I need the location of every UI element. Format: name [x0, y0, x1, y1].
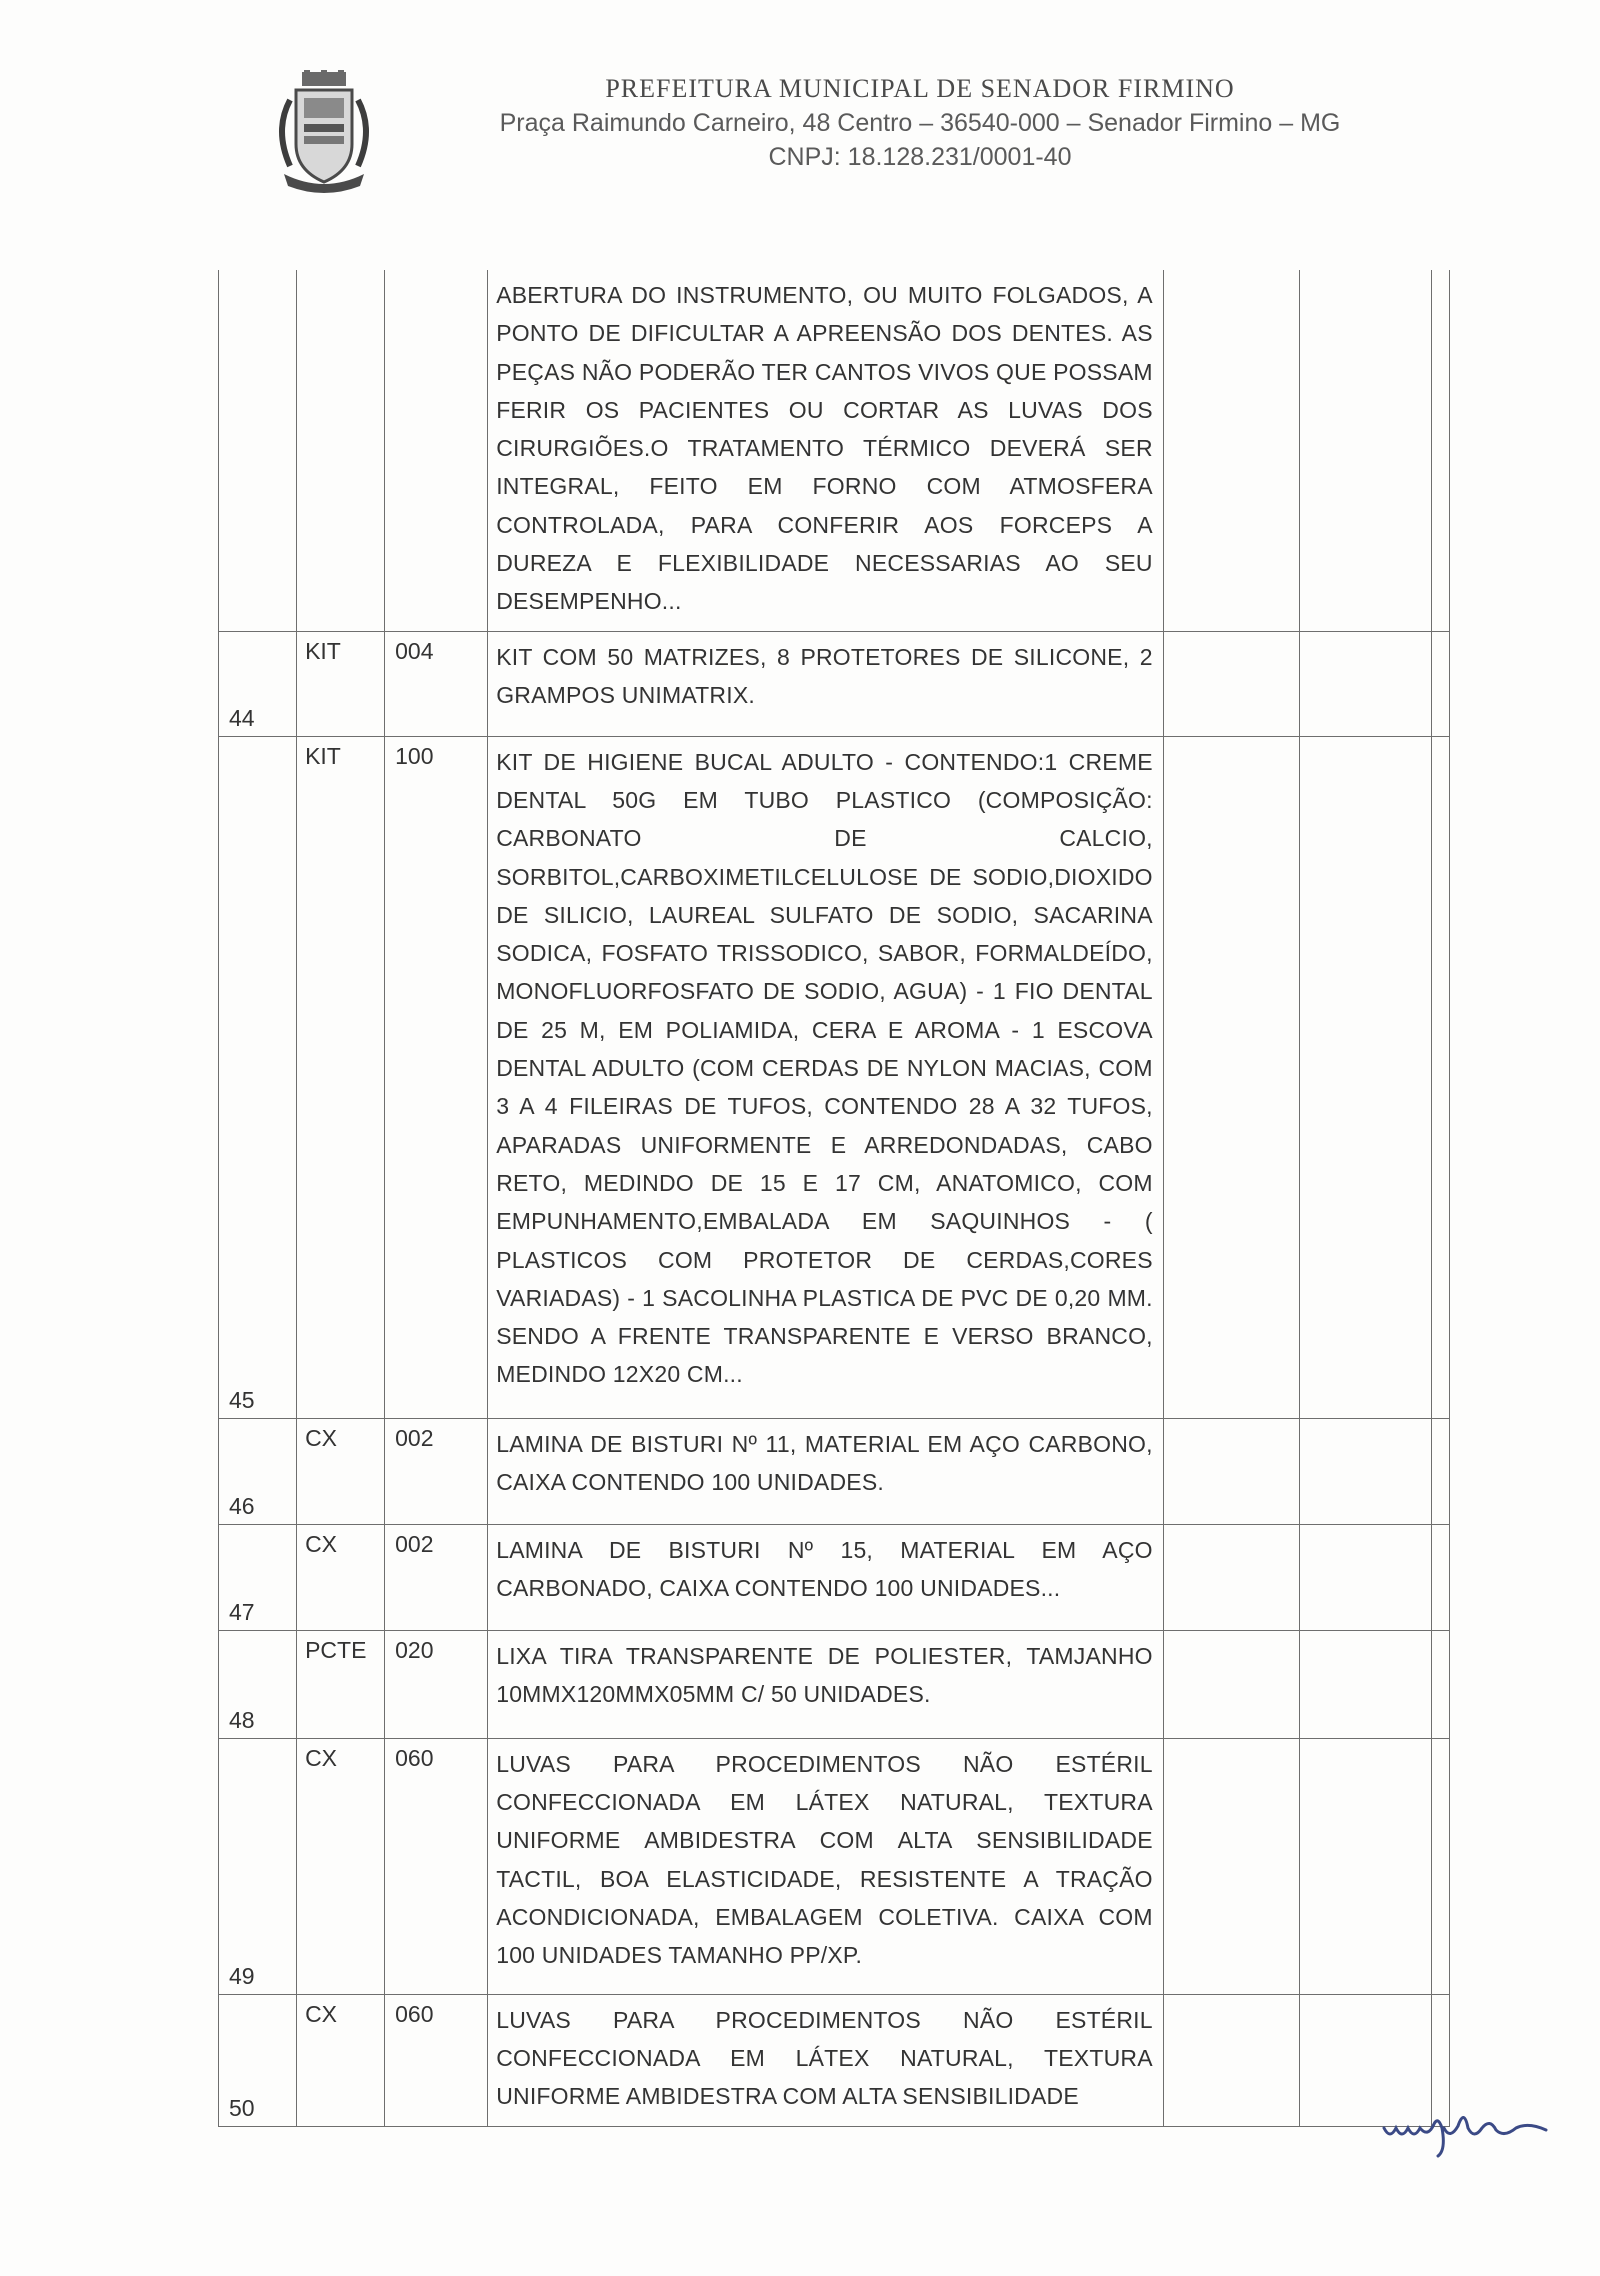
item-number-cell: 46 [219, 1418, 297, 1524]
quantity-cell: 002 [385, 1524, 488, 1630]
empty-cell [1299, 270, 1431, 631]
empty-cell [1431, 270, 1449, 631]
empty-cell [1299, 736, 1431, 1418]
empty-cell [1431, 631, 1449, 736]
description-cell: LIXA TIRA TRANSPARENTE DE POLIESTER, TAMJANHO 10MMX120MMX05MM C/ 50 UNIDADES. [488, 1630, 1164, 1738]
description-cell: LAMINA DE BISTURI Nº 15, MATERIAL EM AÇO CARBONADO, CAIXA CONTENDO 100 UNIDADES... [488, 1524, 1164, 1630]
empty-cell [1431, 1524, 1449, 1630]
unit-cell [297, 270, 385, 631]
description-cell: KIT COM 50 MATRIZES, 8 PROTETORES DE SILICONE, 2 GRAMPOS UNIMATRIX. [488, 631, 1164, 736]
quantity-cell: 004 [385, 631, 488, 736]
items-table [218, 270, 1450, 2127]
empty-cell [1431, 736, 1449, 1418]
empty-cell [1299, 1524, 1431, 1630]
quantity-cell: 060 [385, 1738, 488, 1994]
table-row [219, 631, 1450, 736]
table-row-continuation [219, 270, 1450, 631]
empty-cell [1431, 1738, 1449, 1994]
description-cell: ABERTURA DO INSTRUMENTO, OU MUITO FOLGADOS, A PONTO DE DIFICULTAR A APREENSÃO DOS DENTES. AS PEÇAS NÃO PODERÃO TER CANTOS VIVOS QUE POSSAM FERIR OS PACIENTES OU CORTAR AS LUVAS DOS CIRURGIÕES.O TRATAMENTO TÉRMICO DEVERÁ SER INTEGRAL, FEITO EM FORNO COM ATMOSFERA CONTROLADA, PARA CONFERIR AOS FORCEPS A DUREZA E FLEXIBILIDADE NECESSARIAS AO SEU DESEMPENHO... [488, 270, 1164, 631]
letterhead [0, 0, 1600, 200]
table-row [219, 1630, 1450, 1738]
city-hall-title: PREFEITURA MUNICIPAL DE SENADOR FIRMINO [605, 74, 1235, 103]
empty-cell [1163, 1418, 1299, 1524]
quantity-cell: 060 [385, 1994, 488, 2126]
item-number-cell: 50 [219, 1994, 297, 2126]
empty-cell [1299, 1418, 1431, 1524]
table-row [219, 736, 1450, 1418]
empty-cell [1299, 631, 1431, 736]
unit-cell: CX [297, 1418, 385, 1524]
item-number-cell [219, 270, 297, 631]
table-row [219, 1418, 1450, 1524]
quantity-cell: 002 [385, 1418, 488, 1524]
empty-cell [1163, 1738, 1299, 1994]
empty-cell [1431, 1418, 1449, 1524]
address-line: Praça Raimundo Carneiro, 48 Centro – 36540-000 – Senador Firmino – MG [499, 109, 1341, 137]
unit-cell: KIT [297, 631, 385, 736]
item-number-cell: 45 [219, 736, 297, 1418]
empty-cell [1299, 1630, 1431, 1738]
municipal-coat-of-arms-icon [268, 70, 380, 200]
table-row [219, 1524, 1450, 1630]
unit-cell: CX [297, 1738, 385, 1994]
quantity-cell [385, 270, 488, 631]
empty-cell [1299, 1738, 1431, 1994]
unit-cell: CX [297, 1524, 385, 1630]
handwritten-initials-signature [1378, 2098, 1558, 2158]
quantity-cell: 020 [385, 1630, 488, 1738]
quantity-cell: 100 [385, 736, 488, 1418]
empty-cell [1163, 631, 1299, 736]
table-row [219, 1738, 1450, 1994]
unit-cell: KIT [297, 736, 385, 1418]
unit-cell: PCTE [297, 1630, 385, 1738]
item-number-cell: 48 [219, 1630, 297, 1738]
description-cell: LUVAS PARA PROCEDIMENTOS NÃO ESTÉRIL CONFECCIONADA EM LÁTEX NATURAL, TEXTURA UNIFORME AMBIDESTRA COM ALTA SENSIBILIDADE TACTIL, BOA ELASTICIDADE, RESISTENTE A TRAÇÃO ACONDICIONADA, EMBALAGEM COLETIVA. CAIXA COM 100 UNIDADES TAMANHO PP/XP. [488, 1738, 1164, 1994]
item-number-cell: 49 [219, 1738, 297, 1994]
empty-cell [1163, 1524, 1299, 1630]
description-cell: LAMINA DE BISTURI Nº 11, MATERIAL EM AÇO CARBONO, CAIXA CONTENDO 100 UNIDADES. [488, 1418, 1164, 1524]
empty-cell [1163, 270, 1299, 631]
cnpj-line: CNPJ: 18.128.231/0001-40 [768, 143, 1072, 171]
table-row [219, 1994, 1450, 2126]
empty-cell [1163, 1630, 1299, 1738]
unit-cell: CX [297, 1994, 385, 2126]
empty-cell [1431, 1630, 1449, 1738]
empty-cell [1163, 1994, 1299, 2126]
empty-cell [1163, 736, 1299, 1418]
description-cell: KIT DE HIGIENE BUCAL ADULTO - CONTENDO:1 CREME DENTAL 50G EM TUBO PLASTICO (COMPOSIÇÃO: CARBONATO DE CALCIO, SORBITOL,CARBOXIMETILCELULOSE DE SODIO,DIOXIDO DE SILICIO, LAUREAL SULFATO DE SODIO, SACARINA SODICA, FOSFATO TRISSODICO, SABOR, FORMALDEÍDO, MONOFLUORFOSFATO DE SODIO, AGUA) - 1 FIO DENTAL DE 25 M, EM POLIAMIDA, CERA E AROMA - 1 ESCOVA DENTAL ADULTO (COM CERDAS DE NYLON MACIAS, COM 3 A 4 FILEIRAS DE TUFOS, CONTENDO 28 A 32 TUFOS, APARADAS UNIFORMENTE E ARREDONDADAS, CABO RETO, MEDINDO DE 15 E 17 CM, ANATOMICO, COM EMPUNHAMENTO,EMBALADA EM SAQUINHOS - ( PLASTICOS COM PROTETOR DE CERDAS,CORES VARIADAS) - 1 SACOLINHA PLASTICA DE PVC DE 0,20 MM. SENDO A FRENTE TRANSPARENTE E VERSO BRANCO, MEDINDO 12X20 CM... [488, 736, 1164, 1418]
description-cell: LUVAS PARA PROCEDIMENTOS NÃO ESTÉRIL CONFECCIONADA EM LÁTEX NATURAL, TEXTURA UNIFORME AMBIDESTRA COM ALTA SENSIBILIDADE [488, 1994, 1164, 2126]
item-number-cell: 47 [219, 1524, 297, 1630]
item-number-cell: 44 [219, 631, 297, 736]
